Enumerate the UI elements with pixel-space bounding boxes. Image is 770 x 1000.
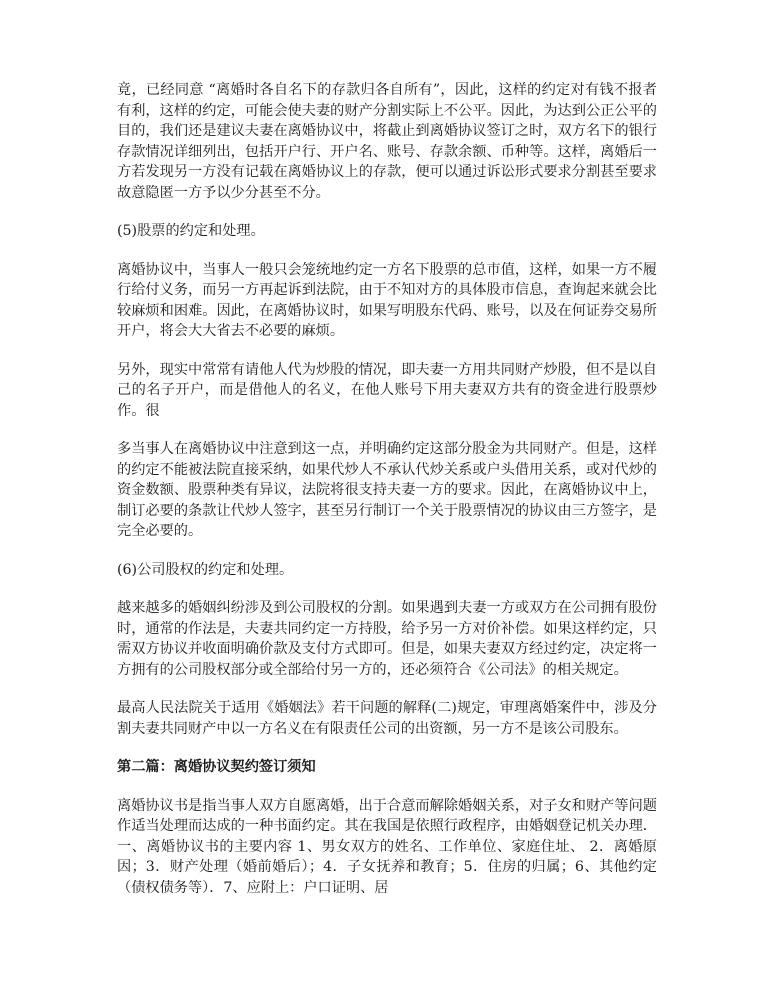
paragraph-stock-agreement: 离婚协议中，当事人一般只会笼统地约定一方名下股票的总市值，这样，如果一方不履行给付义务，而另一方再起诉到法院，由于不知对方的具体股市信息，查询起来就会比较麻烦和困难。因此，在离婚协议时，如果写明股东代码、账号，以及在何证券交易所开户，将会大大省去不必要的麻烦。 (117, 261, 657, 339)
document-page (117, 80, 657, 916)
paragraph-proxy-trading-continued: 多当事人在离婚协议中注意到这一点，并明确约定这部分股金为共同财产。但是，这样的约定不能被法院直接采纳，如果代炒人不承认代炒关系或户头借用关系，或对代炒的资金数额、股票种类有异议，法院将很支持夫妻一方的要求。因此，在离婚协议中上，制订必要的条款让代炒人签字，甚至另行制订一个关于股票情况的协议由三方签字，是完全必要的。 (117, 441, 657, 539)
paragraph-bank-deposits: 竟，已经同意 “离婚时各自名下的存款归各自所有”，因此，这样的约定对有钱不报者有利，这样的约定，可能会使夫妻的财产分割实际上不公平。因此，为达到公正公平的目的，我们还是建议夫妻在离婚协议中，将截止到离婚协议签订之时，双方名下的银行存款情况详细列出，包括开户行、开户名、账号、存款余额、币种等。这样，离婚后一方若发现另一方没有记载在离婚协议上的存款，便可以通过诉讼形式要求分割甚至要求故意隐匿一方予以少分甚至不分。 (117, 82, 657, 201)
paragraph-company-equity: 越来越多的婚姻纠纷涉及到公司股权的分割。如果遇到夫妻一方或双方在公司拥有股份时，通常的作法是，夫妻共同约定一方持股，给予另一方对价补偿。如果这样约定，只需双方协议并收面明确价款及支付方式即可。但是，如果夫妻双方经过约定，决定将一方拥有的公司股权部分或全部给付另一方的，还必须符合《公司法》的相关规定。 (117, 600, 657, 678)
subheading-stocks: (5)股票的约定和处理。 (117, 223, 265, 239)
paragraph-divorce-agreement-definition: 离婚协议书是指当事人双方自愿离婚，出于合意而解除婚姻关系，对子女和财产等问题作适当处理而达成的一种书面约定。其在我国是依照行政程序，由婚姻登记机关办理．一、离婚协议书的主要内容 1、男女双方的姓名、工作单位、家庭住址、 2．离婚原因；3．财产处理（婚前婚后）；4．子女抚养和教育；5．住房的归属；6、其他约定（债权债务等）．7、应附上：户口证明、居 (117, 797, 657, 896)
section-heading: 第二篇：离婚协议契约签订须知 (117, 759, 316, 775)
paragraph-judicial-interpretation: 最高人民法院关于适用《婚姻法》若干问题的解释(二)规定，审理离婚案件中，涉及分割夫妻共同财产中以一方名义在有限责任公司的出资额，另一方不是该公司股东。 (117, 700, 657, 737)
subheading-company-equity: (6)公司股权的约定和处理。 (117, 561, 294, 578)
paragraph-proxy-trading: 另外，现实中常常有请他人代为炒股的情况，即夫妻一方用共同财产炒股，但不是以自己的名子开户，而是借他人的名义，在他人账号下用夫妻双方共有的资金进行股票炒作。很 (117, 361, 657, 419)
